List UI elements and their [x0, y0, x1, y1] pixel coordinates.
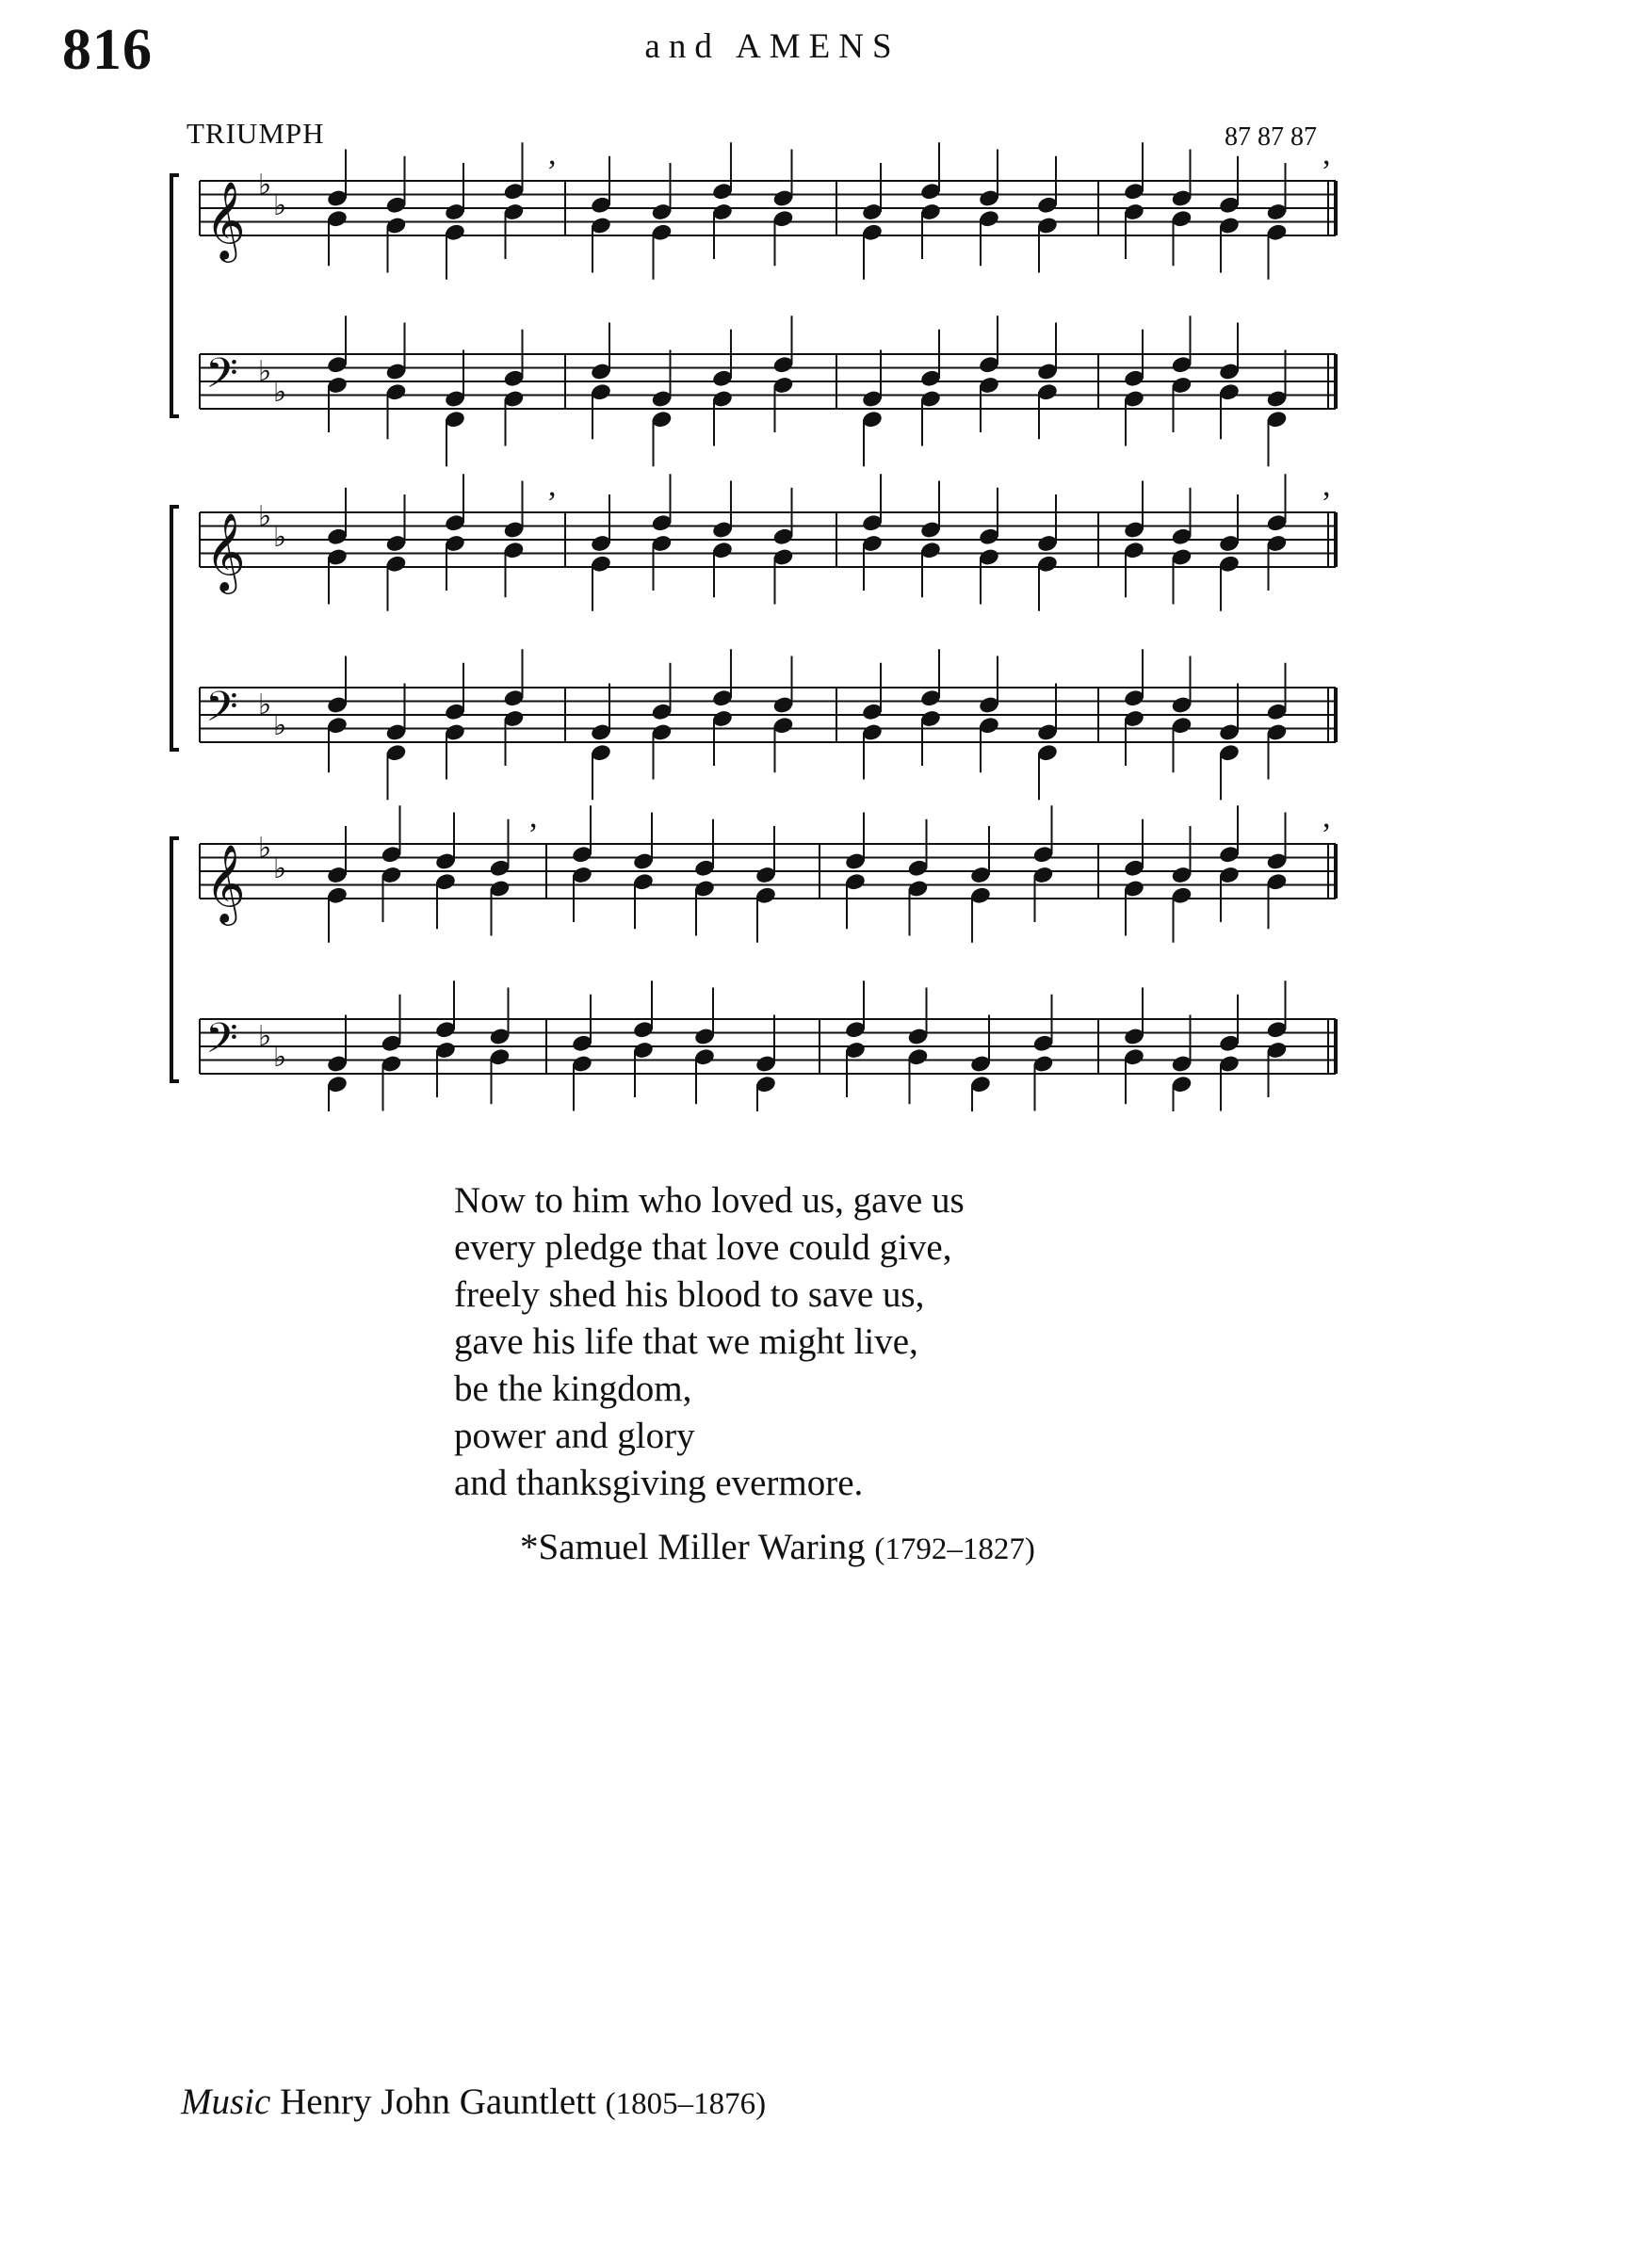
system-bracket	[171, 175, 179, 416]
music-label: Music	[181, 2082, 271, 2122]
verse-line: and thanksgiving evermore.	[454, 1463, 864, 1503]
flat-sign: ♭	[258, 355, 272, 388]
verse-line: every pledge that love could give,	[454, 1227, 952, 1268]
flat-sign: ♭	[273, 709, 287, 742]
flat-sign: ♭	[273, 521, 287, 554]
breath-mark: ,	[548, 137, 557, 171]
treble-clef: 𝄞	[205, 180, 246, 259]
tune-name: TRIUMPH	[187, 117, 325, 150]
flat-sign: ♭	[258, 500, 272, 533]
system-bracket	[171, 838, 179, 1081]
breath-mark: ,	[1323, 800, 1331, 834]
flat-sign: ♭	[258, 832, 272, 865]
author-name: *Samuel Miller Waring	[520, 1527, 866, 1567]
verse-line: power and glory	[454, 1416, 695, 1456]
flat-sign: ♭	[258, 688, 272, 721]
flat-sign: ♭	[273, 1041, 287, 1074]
flat-sign: ♭	[273, 376, 287, 409]
text-author	[520, 1526, 1035, 1568]
meter: 87 87 87	[1225, 122, 1317, 152]
flat-sign: ♭	[258, 169, 272, 202]
composer-dates: (1805–1876)	[605, 2087, 767, 2121]
system-bracket	[171, 507, 179, 750]
running-head: and AMENS	[644, 27, 901, 66]
treble-clef: 𝄞	[205, 843, 246, 922]
music-credit	[181, 2081, 766, 2123]
breath-mark: ,	[1323, 468, 1331, 503]
music-score	[0, 0, 1639, 1111]
verse-line: freely shed his blood to save us,	[454, 1274, 925, 1315]
bass-clef: 𝄢	[205, 682, 238, 741]
hymn-number: 816	[62, 18, 153, 82]
hymn-verse	[454, 1177, 965, 1507]
bass-clef: 𝄢	[205, 1013, 238, 1073]
treble-clef: 𝄞	[205, 511, 246, 591]
breath-mark: ,	[529, 800, 538, 834]
breath-mark: ,	[1323, 137, 1331, 171]
breath-mark: ,	[548, 468, 557, 503]
composer-name: Henry John Gauntlett	[280, 2082, 596, 2122]
flat-sign: ♭	[258, 1020, 272, 1053]
verse-line: Now to him who loved us, gave us	[454, 1180, 965, 1221]
author-dates: (1792–1827)	[874, 1532, 1035, 1566]
bass-clef: 𝄢	[205, 348, 238, 408]
flat-sign: ♭	[273, 189, 287, 222]
flat-sign: ♭	[273, 852, 287, 885]
verse-line: gave his life that we might live,	[454, 1321, 918, 1362]
verse-line: be the kingdom,	[454, 1369, 692, 1409]
